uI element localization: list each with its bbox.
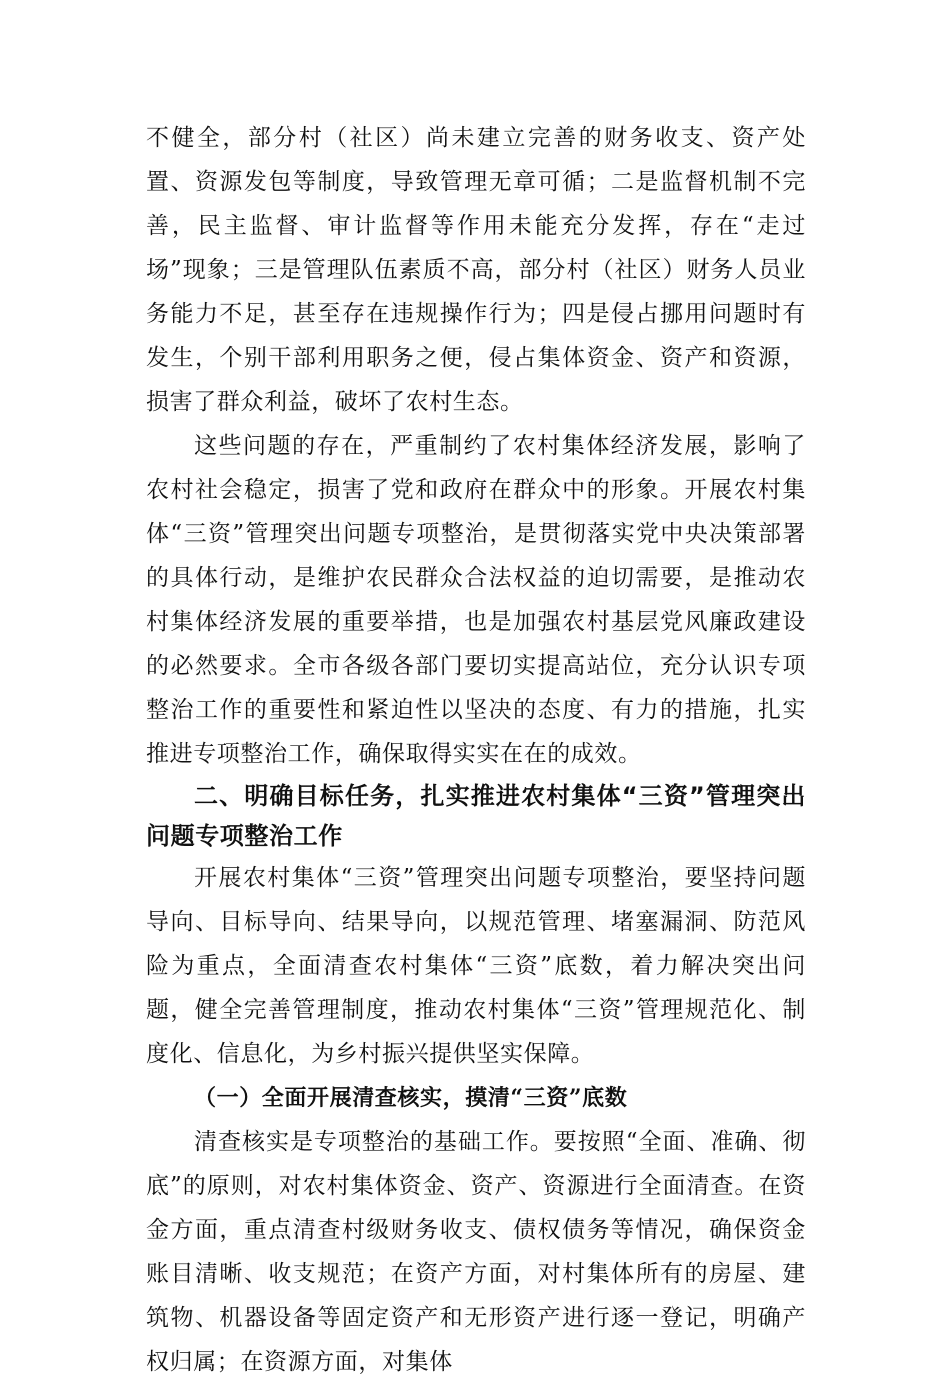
body-paragraph-1: 不健全，部分村（社区）尚未建立完善的财务收支、资产处置、资源发包等制度，导致管理无章可循；二是监督机制不完善，民主监督、审计监督等作用未能充分发挥，存在“走过场”现象；三是管理队伍素质不高，部分村（社区）财务人员业务能力不足，甚至存在违规操作行为；四是侵占挪用问题时有发生，个别干部利用职务之便，侵占集体资金、资产和资源，损害了群众利益，破坏了农村生态。 <box>146 125 806 415</box>
body-paragraph-2: 这些问题的存在，严重制约了农村集体经济发展，影响了农村社会稳定，损害了党和政府在群众中的形象。开展农村集体“三资”管理突出问题专项整治，是贯彻落实党中央决策部署的具体行动，是维护农民群众合法权益的迫切需要，是推动农村集体经济发展的重要举措，也是加强农村基层党风廉政建设的必然要求。全市各级各部门要切实提高站位，充分认识专项整治工作的重要性和紧迫性以坚决的态度、有力的措施，扎实推进专项整治工作，确保取得实实在在的成效。 <box>146 433 806 767</box>
document-page <box>146 116 806 1384</box>
section-heading-2: 二、明确目标任务，扎实推进农村集体“三资”管理突出问题专项整治工作 <box>146 782 806 850</box>
subsection-heading-1: （一）全面开展清查核实，摸清“三资”底数 <box>194 1085 628 1111</box>
body-paragraph-4: 清查核实是专项整治的基础工作。要按照“全面、准确、彻底”的原则，对农村集体资金、资产、资源进行全面清查。在资金方面，重点清查村级财务收支、债权债务等情况，确保资金账目清晰、收支规范；在资产方面，对村集体所有的房屋、建筑物、机器设备等固定资产和无形资产进行逐一登记，明确产权归属；在资源方面，对集体 <box>146 1129 806 1375</box>
body-paragraph-3: 开展农村集体“三资”管理突出问题专项整治，要坚持问题导向、目标导向、结果导向，以规范管理、堵塞漏洞、防范风险为重点，全面清查农村集体“三资”底数，着力解决突出问题，健全完善管理制度，推动农村集体“三资”管理规范化、制度化、信息化，为乡村振兴提供坚实保障。 <box>146 865 806 1067</box>
